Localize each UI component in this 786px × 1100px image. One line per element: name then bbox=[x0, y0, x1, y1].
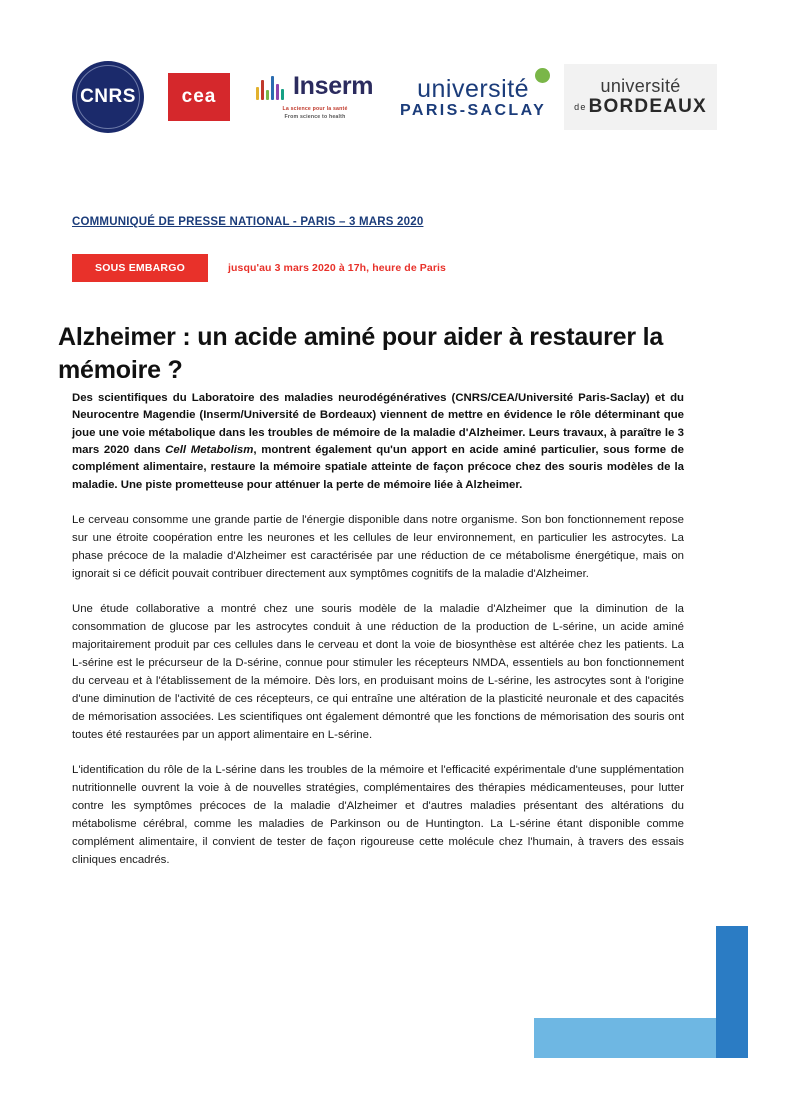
embargo-text: jusqu'au 3 mars 2020 à 17h, heure de Paris bbox=[228, 262, 446, 274]
article-body bbox=[72, 390, 684, 869]
paragraph-3: L'identification du rôle de la L-sérine dans les troubles de la mémoire et l'efficacité expérimentale d'une supplémentation nutritionnelle ouvrent la voie à de nouvelles stratégies, complémentaires des thérapies médicamenteuses, pour lutter contre les symptômes précoces de la maladie d'Alzheimer et d'autres maladies présentant des altérations du métabolisme cérébral, comme les maladies de Parkinson ou de Huntington. La L-sérine étant disponible comme complément alimentaire, il convient de tester de façon rigoureuse cette molécule chez l'humain, à travers des essais cliniques encadrés. bbox=[72, 764, 684, 867]
embargo-badge: SOUS EMBARGO bbox=[72, 254, 208, 282]
saclay-dot-icon bbox=[535, 68, 550, 83]
lead-text-part2: , montrent également qu'un apport en acide aminé particulier, sous forme de complément alimentaire, restaure la mémoire spatiale atteinte de façon précoce chez des souris modèles de la maladie. Une piste prometteuse pour atténuer la perte de mémoire liée à Alzheimer. bbox=[72, 443, 684, 491]
lead-paragraph bbox=[72, 390, 684, 494]
inserm-tagline bbox=[256, 106, 374, 122]
cnrs-logo-text: CNRS bbox=[80, 86, 136, 107]
cnrs-logo bbox=[72, 61, 144, 133]
inserm-logo-row bbox=[256, 72, 374, 101]
universite-de-bordeaux-logo bbox=[564, 64, 717, 130]
footer-decoration-dark-bar bbox=[716, 926, 748, 1058]
saclay-line1: université bbox=[417, 74, 530, 103]
journal-name: Cell Metabolism bbox=[165, 443, 254, 456]
cea-logo bbox=[168, 73, 230, 121]
paragraph-1: Le cerveau consomme une grande partie de l'énergie disponible dans notre organisme. Son bon fonctionnement repose sur une étroite coopération entre les neurones et les cellules de leur environnement, en particulier les astrocytes. La phase précoce de la maladie d'Alzheimer est caractérisée par une réduction de ce métabolisme énergétique, mais on ignorait si ce déficit pouvait contribuer directement aux symptômes cognitifs de la maladie d'Alzheimer. bbox=[72, 513, 684, 581]
logo-strip bbox=[72, 58, 707, 136]
inserm-tagline-fr: La science pour la santé bbox=[282, 106, 348, 113]
cea-logo-text: cea bbox=[181, 86, 217, 107]
bordeaux-line2-prefix: de bbox=[574, 102, 587, 112]
bordeaux-line1: université bbox=[600, 76, 681, 96]
inserm-tagline-en: From science to health bbox=[284, 114, 346, 120]
inserm-logo-text: Inserm bbox=[293, 72, 374, 101]
bordeaux-line2 bbox=[574, 96, 707, 118]
paragraph-2: Une étude collaborative a montré chez une souris modèle de la maladie d'Alzheimer que la diminution de la consommation de glucose par les astrocytes conduit à une réduction de la production de L-sérine, un acide aminé majoritairement produit par ces cellules dans le cerveau et dont la voie de biosynthèse est altérée chez les patients. La L-sérine est le précurseur de la D-sérine, connue pour stimuler les récepteurs NMDA, essentiels au bon fonctionnement du cerveau et à l'établissement de la mémoire. Dès lors, en produisant moins de L-sérine, les astrocytes sont à l'origine d'une diminution de l'activité de ces récepteurs, ce qui entraîne une altération de la plasticité neuronale et des capacités de mémorisation associées. Les scientifiques ont également démontré que les fonctions de mémorisation des souris ont toutes été restaurées par un apport alimentaire en L-sérine. bbox=[72, 603, 684, 742]
press-release-header: COMMUNIQUÉ DE PRESSE NATIONAL - PARIS – 3 MARS 2020 bbox=[72, 216, 424, 228]
saclay-line2: PARIS-SACLAY bbox=[400, 101, 547, 119]
lead-text-part1: Des scientifiques du Laboratoire des maladies neurodégénératives (CNRS/CEA/Université Paris-Saclay) et du Neurocentre Magendie (Inserm/Université de Bordeaux) viennent de mettre en évidence le rôle déterminant que joue une voie métabolique dans les troubles de mémoire de la maladie d'Alzheimer. Leurs travaux, à paraître le 3 mars 2020 dans bbox=[72, 392, 684, 456]
universite-paris-saclay-logo bbox=[400, 75, 546, 120]
embargo-row bbox=[72, 254, 446, 282]
page-title: Alzheimer : un acide aminé pour aider à restaurer la mémoire ? bbox=[58, 322, 664, 384]
inserm-logo bbox=[256, 72, 374, 122]
inserm-bars-icon bbox=[256, 74, 286, 100]
bordeaux-line2-text: BORDEAUX bbox=[588, 96, 707, 117]
footer-decoration-light-bar bbox=[534, 1018, 716, 1058]
